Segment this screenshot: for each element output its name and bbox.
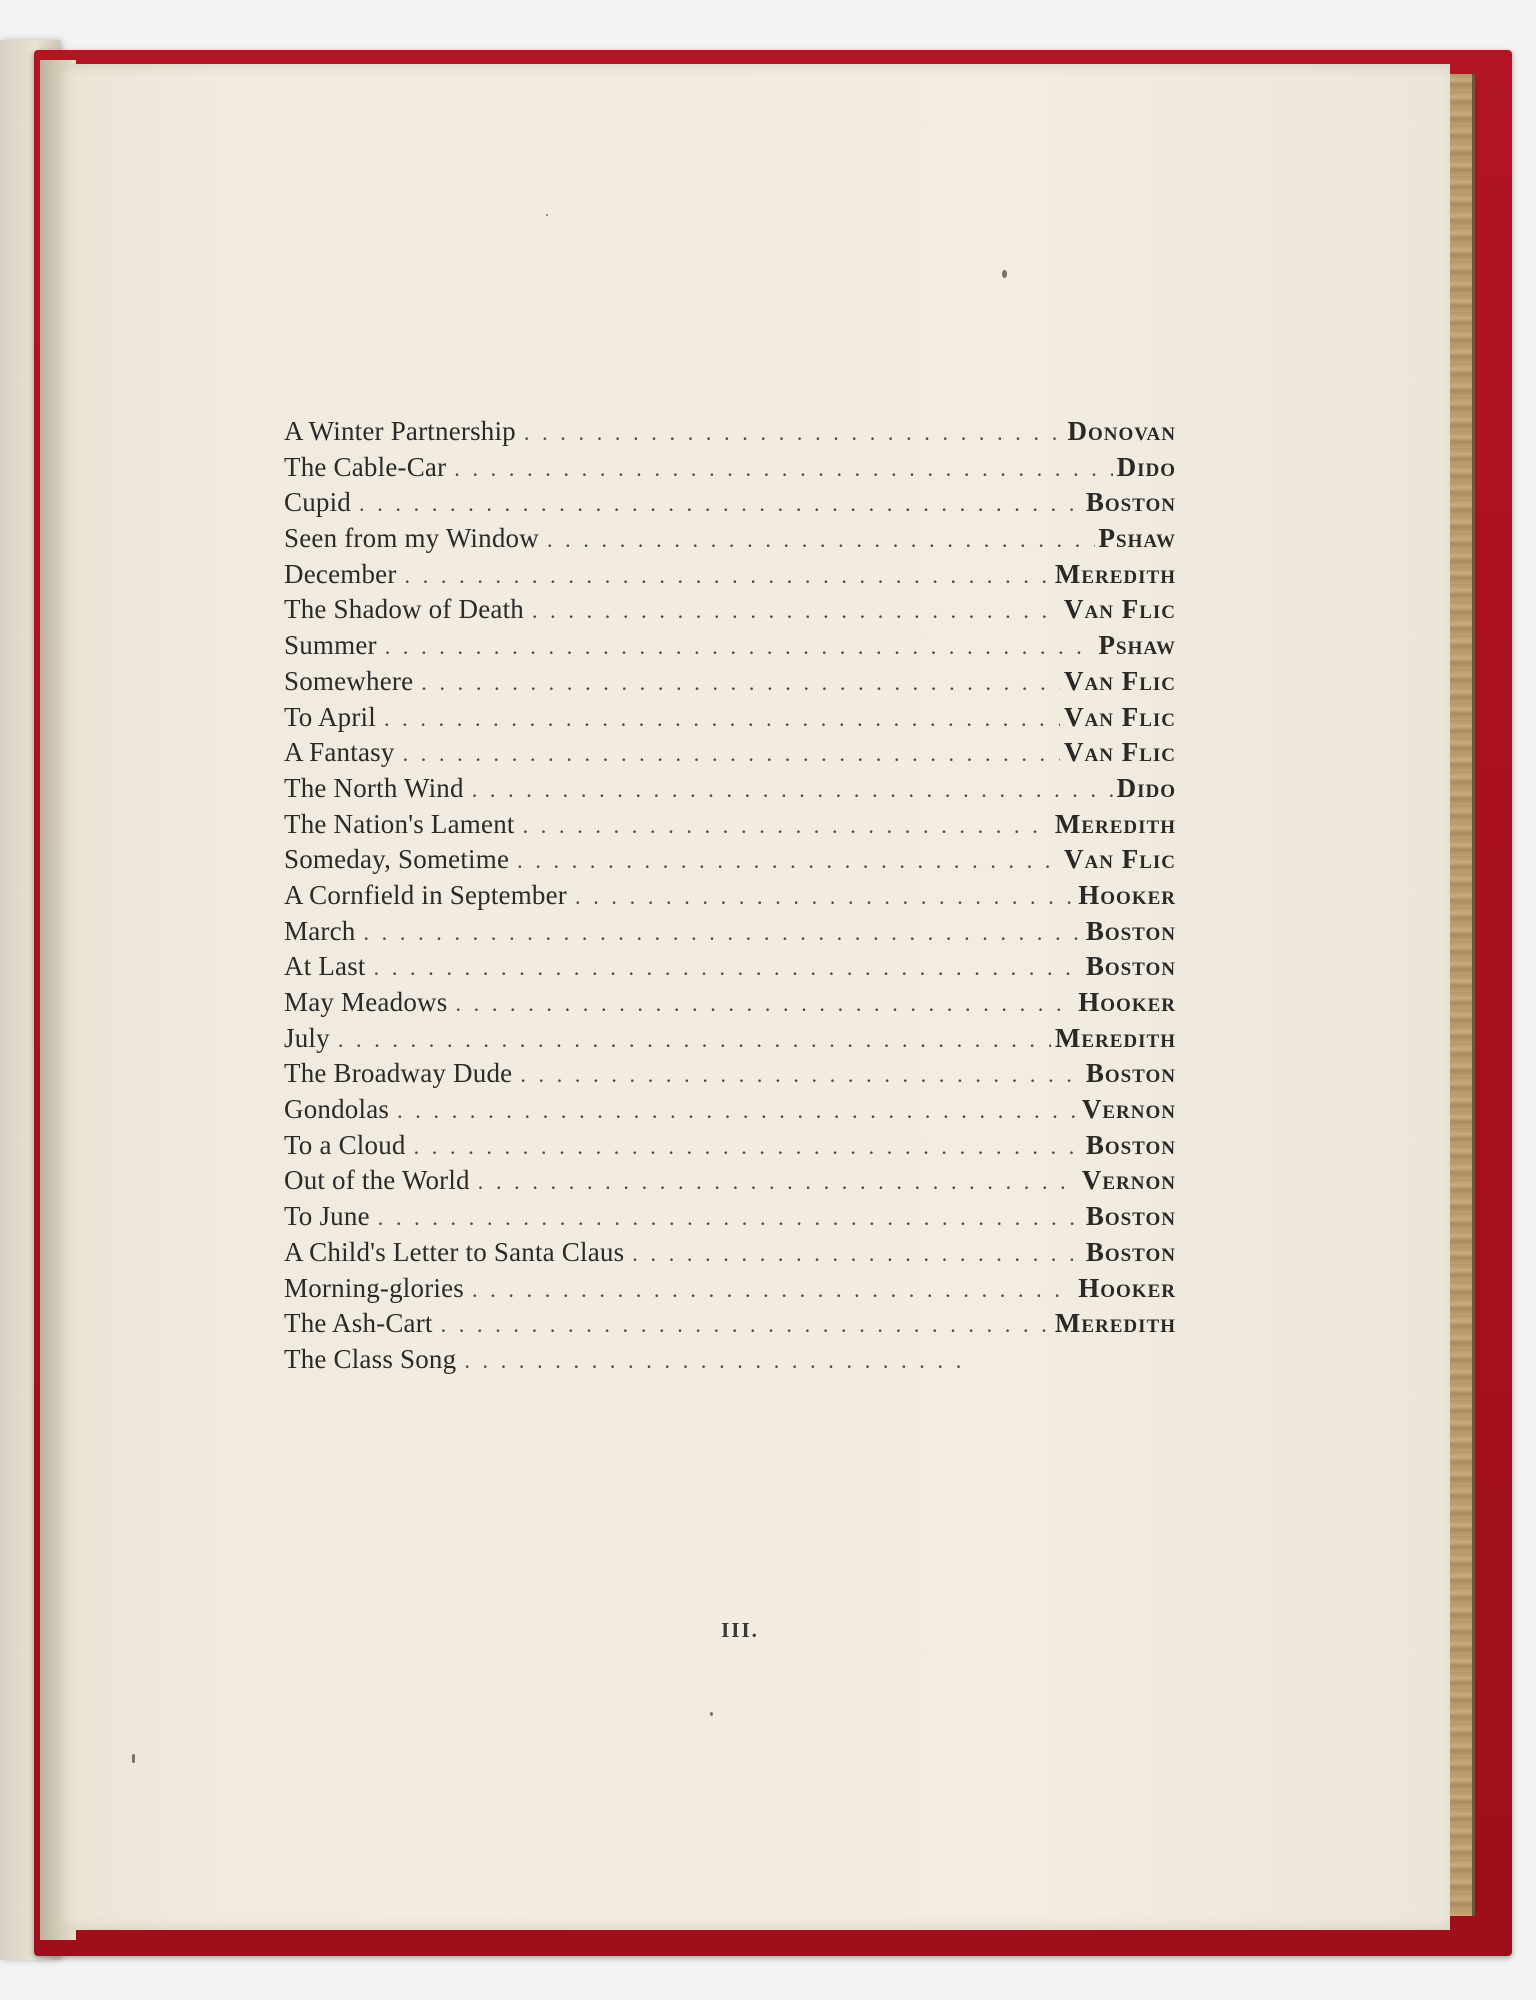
toc-entry-author: Hooker [1078,1272,1176,1303]
toc-entry [284,700,1176,736]
toc-entry [284,664,1176,700]
toc-entry-title: The Broadway Dude [284,1058,513,1089]
dot-leader [517,843,1060,879]
paper-speck [1002,270,1007,278]
toc-entry-author: Meredith [1054,1022,1176,1053]
toc-entry [284,878,1176,914]
toc-entry [284,557,1176,593]
dot-leader [575,879,1074,915]
dot-leader [338,1022,1051,1058]
toc-entry-title: To a Cloud [284,1129,406,1160]
toc-entry-title: March [284,915,356,946]
dot-leader [472,772,1113,808]
dot-leader [532,593,1060,629]
toc-entry [284,1235,1176,1271]
toc-entry-title: The North Wind [284,772,464,803]
toc-entry-title: The Nation's Lament [284,808,515,839]
toc-entry-author: Meredith [1054,808,1176,839]
toc-entry-author: Van Flic [1064,701,1176,732]
dot-leader [363,915,1081,951]
toc-entry-author: Hooker [1078,987,1176,1017]
toc-entry-author: Boston [1085,1236,1176,1267]
toc-entry [284,1306,1176,1342]
toc-entry-title: Cupid [284,487,352,518]
toc-entry-author: Dido [1116,772,1176,803]
toc-entry [284,1056,1176,1092]
dot-leader [385,629,1095,665]
toc-entry-author: Van Flic [1064,594,1176,625]
toc-entry-author: Pshaw [1098,523,1176,554]
table-of-contents [284,414,1176,1378]
toc-entry-title: Gondolas [284,1094,390,1125]
dot-leader [374,950,1082,986]
dot-leader [405,558,1051,594]
toc-entry-author: Vernon [1081,1165,1176,1196]
toc-entry-author: Boston [1085,951,1176,982]
toc-entry-title: The Ash-Cart [284,1308,433,1339]
toc-entry [284,735,1176,771]
toc-entry [284,985,1176,1021]
dot-leader [464,1343,974,1379]
toc-entry [284,1199,1176,1235]
toc-entry-title: The Shadow of Death [284,594,524,625]
toc-entry-author: Pshaw [1098,630,1176,661]
dot-leader [414,1129,1082,1165]
toc-entry [284,1342,1176,1378]
dot-leader [455,986,1074,1022]
toc-entry-author: Van Flic [1064,844,1176,875]
toc-entry-title: July [284,1022,330,1053]
toc-entry-title: December [284,558,397,589]
toc-entry-author: Boston [1085,487,1176,518]
toc-entry-title: A Cornfield in September [284,879,568,910]
toc-entry-author: Meredith [1054,1308,1176,1339]
dot-leader [421,665,1060,701]
toc-entry-title: Out of the World [284,1165,470,1196]
paper-speck [710,1712,713,1716]
dot-leader [359,486,1082,522]
toc-entry-title: The Class Song [284,1343,457,1374]
toc-entry-author: Van Flic [1064,737,1176,768]
dot-leader [547,522,1095,558]
toc-entry-author: Van Flic [1064,665,1176,696]
toc-entry [284,1021,1176,1057]
toc-entry-author: Boston [1085,1058,1176,1089]
toc-entry-title: Somewhere [284,665,414,696]
dot-leader [384,701,1060,737]
toc-entry [284,521,1176,557]
toc-entry-title: The Cable-Car [284,451,447,482]
paper-speck [546,214,548,216]
dot-leader [523,808,1051,844]
toc-entry-title: At Last [284,951,366,982]
toc-entry-title: May Meadows [284,987,448,1017]
dot-leader [478,1164,1078,1200]
toc-entry-title: A Winter Partnership [284,416,516,446]
toc-entry-title: Summer [284,630,377,661]
toc-entry-author: Donovan [1067,416,1176,446]
dot-leader [397,1093,1078,1129]
toc-entry-author: Vernon [1081,1094,1176,1125]
toc-entry-title: To June [284,1201,370,1232]
toc-entry-author: Boston [1085,915,1176,946]
dot-leader [520,1057,1081,1093]
toc-entry-title: A Child's Letter to Santa Claus [284,1236,625,1267]
toc-entry-author: Boston [1085,1201,1176,1232]
toc-entry-title: To April [284,701,376,732]
toc-entry-author: Hooker [1078,879,1176,910]
toc-entry [284,592,1176,628]
toc-entry [284,1163,1176,1199]
toc-entry-title: Seen from my Window [284,523,539,554]
toc-entry-author: Dido [1116,451,1176,482]
toc-entry [284,485,1176,521]
toc-entry-title: Someday, Sometime [284,844,510,875]
dot-leader [378,1200,1082,1236]
toc-entry [284,628,1176,664]
toc-entry-author: Boston [1085,1129,1176,1160]
toc-entry [284,914,1176,950]
toc-entry [284,949,1176,985]
toc-entry [284,807,1176,843]
toc-entry [284,1271,1176,1307]
toc-entry [284,1128,1176,1164]
toc-entry [284,771,1176,807]
page-number: III. [721,1618,759,1642]
dot-leader [403,736,1060,772]
toc-entry [284,450,1176,486]
dot-leader [524,415,1064,451]
toc-entry [284,1092,1176,1128]
paper-speck [132,1754,135,1763]
dot-leader [632,1236,1082,1272]
dot-leader [454,451,1112,487]
toc-entry-author: Meredith [1054,558,1176,589]
toc-entry-title: Morning-glories [284,1272,464,1303]
toc-entry [284,842,1176,878]
toc-entry [284,414,1176,450]
toc-entry-title: A Fantasy [284,737,395,768]
dot-leader [472,1272,1074,1308]
dot-leader [441,1307,1051,1343]
